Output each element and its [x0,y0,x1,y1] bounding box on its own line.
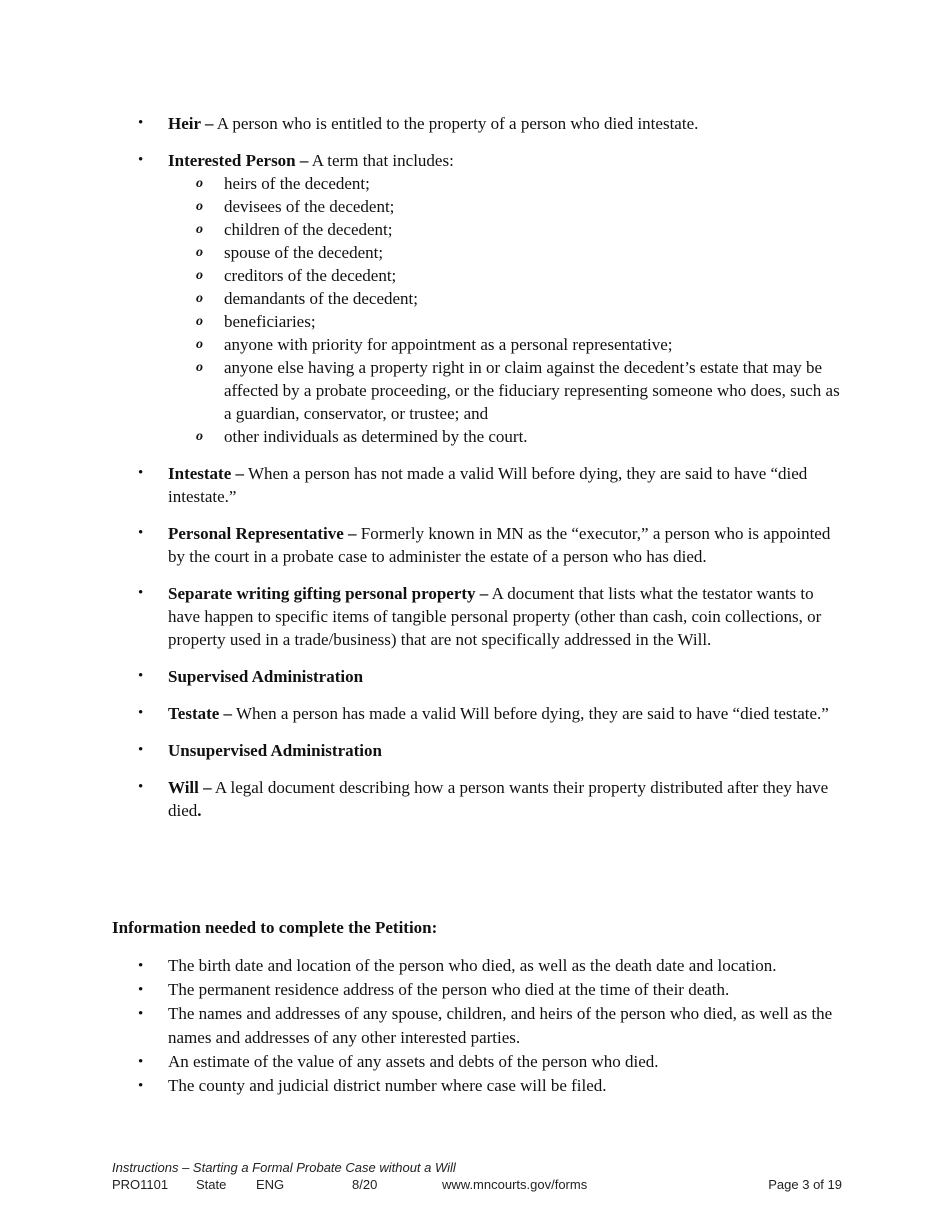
page-footer [112,1160,842,1194]
term-definition: When a person has made a valid Will before dying, they are said to have “died testate.” [232,704,829,723]
term-definition: A term that includes: [308,151,454,170]
bullet-icon: • [138,982,144,998]
interested-person-sublist [168,172,848,448]
sub-item: o beneficiaries; [196,312,316,331]
bullet-icon: • [138,705,144,721]
info-item: • An estimate of the value of any assets and debts of the person who died. [138,1050,848,1074]
language: ENG [256,1177,285,1192]
info-item: • The birth date and location of the person who died, as well as the death date and location. [138,954,848,978]
footer-title: Instructions – Starting a Formal Probate Case without a Will [112,1160,456,1175]
definition-supervised-administration [138,665,848,688]
bullet-icon: • [138,152,144,168]
circle-bullet-icon: o [196,222,203,237]
term-label: Separate writing gifting personal property – [168,584,489,603]
circle-bullet-icon: o [196,245,203,260]
revision: 8/20 [352,1177,378,1192]
info-item: • The names and addresses of any spouse, children, and heirs of the person who died, as well as the names and addresses of any other interested parties. [138,1004,833,1047]
circle-bullet-icon: o [196,291,203,306]
sub-item: o other individuals as determined by the court. [196,427,528,446]
sub-item: o spouse of the decedent; [196,243,384,262]
definitions-list [138,112,848,836]
bullet-icon: • [138,779,144,795]
circle-bullet-icon: o [196,199,203,214]
circle-bullet-icon: o [196,268,203,283]
definition-separate-writing [138,582,848,651]
definition-will [138,776,848,822]
circle-bullet-icon: o [196,314,203,329]
jurisdiction: State [196,1177,227,1192]
term-label: Testate – [168,704,233,723]
term-label: Will – [168,778,212,797]
info-list [138,954,848,1098]
term-definition: When a person has not made a valid Will before dying, they are said to have “died intestate.” [168,464,808,506]
bullet-icon: • [138,1054,144,1070]
sub-item: o anyone else having a property right in or claim against the decedent’s estate that may be affected by a probate proceeding, or the fiduciary representing someone who does, such as a guardian, conservator, or trustee; and [196,358,840,423]
bullet-icon: • [138,668,144,684]
term-definition: A person who is entitled to the property of a person who died intestate. [213,114,699,133]
circle-bullet-icon: o [196,337,203,352]
circle-bullet-icon: o [196,429,203,444]
bullet-icon: • [138,525,144,541]
forms-url[interactable]: www.mncourts.gov/forms [442,1177,588,1192]
sub-item: o demandants of the decedent; [196,289,419,308]
footer-row [112,1176,842,1194]
sub-item: o anyone with priority for appointment as a personal representative; [196,335,673,354]
bullet-icon: • [138,1006,144,1022]
term-label: Supervised Administration [168,667,364,686]
bullet-icon: • [138,585,144,601]
term-label: Intestate – [168,464,245,483]
info-item: • The permanent residence address of the person who died at the time of their death. [138,978,848,1002]
definition-unsupervised-administration [138,739,848,762]
term-definition: Formerly known in MN as the “executor,” a person who is appointed by the court in a probate case to administer the estate of a person who has died. [168,524,831,566]
bullet-icon: • [138,958,144,974]
bullet-icon: • [138,465,144,481]
definition-testate [138,702,848,725]
info-item: • The county and judicial district number where case will be filed. [138,1074,848,1098]
form-code: PRO1101 [112,1177,169,1192]
definition-interested-person [138,149,848,448]
bullet-icon: • [138,1078,144,1094]
term-label: Personal Representative – [168,524,357,543]
bullet-icon: • [138,742,144,758]
sub-item: o children of the decedent; [196,220,393,239]
term-label: Interested Person – [168,151,309,170]
sub-item: o heirs of the decedent; [196,174,370,193]
bullet-icon: • [138,115,144,131]
definition-intestate [138,462,848,508]
definition-heir [138,112,848,135]
sub-item: o creditors of the decedent; [196,266,397,285]
circle-bullet-icon: o [196,176,203,191]
term-definition: A document that lists what the testator wants to have happen to specific items of tangible personal property (other than cash, coin collections, or property used in a trade/business) that are not specifically addressed in the Will. [168,584,822,649]
term-definition-end: . [197,801,202,820]
circle-bullet-icon: o [196,360,203,375]
term-label: Heir – [168,114,214,133]
term-label: Unsupervised Administration [168,741,382,760]
term-definition: A legal document describing how a person wants their property distributed after they have died [168,778,829,820]
sub-item: o devisees of the decedent; [196,197,395,216]
info-heading: Information needed to complete the Petition: [112,918,438,937]
page-number: Page 3 of 19 [768,1177,842,1192]
definition-personal-representative [138,522,848,568]
